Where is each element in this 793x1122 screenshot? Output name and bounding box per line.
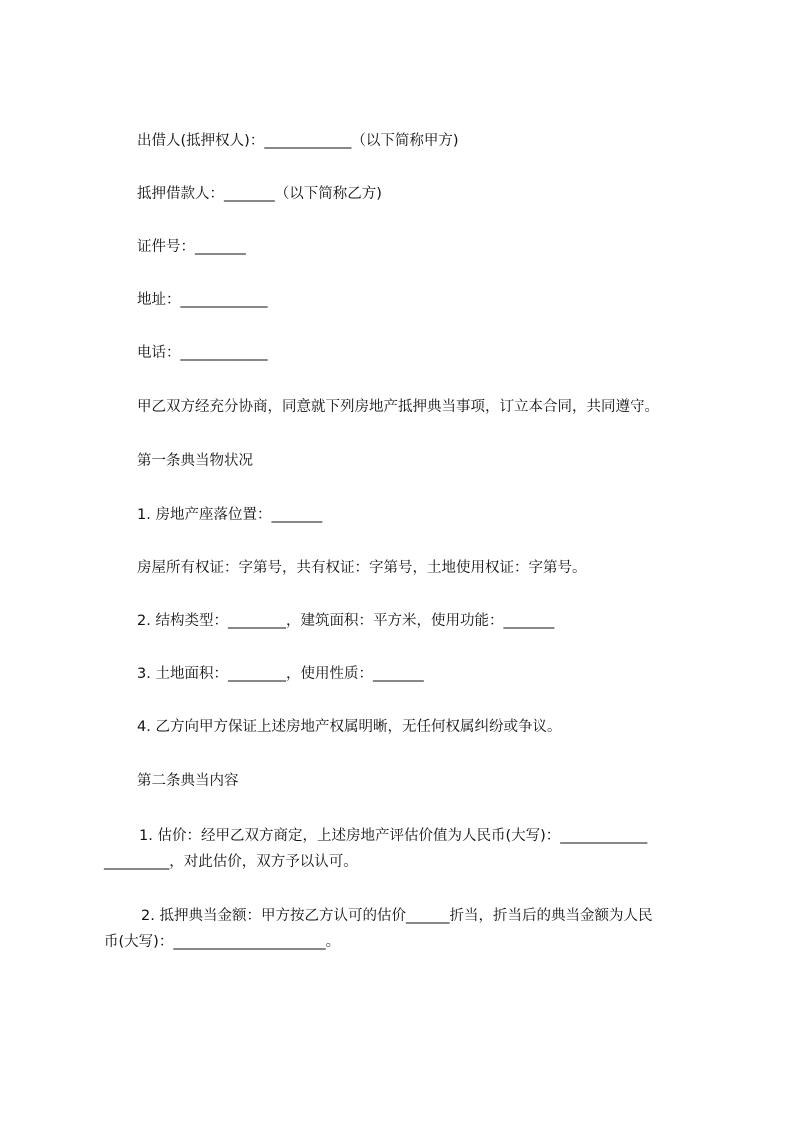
article-2-heading: 第二条典当内容 <box>137 773 239 789</box>
ownership-guarantee-line: 4. 乙方向甲方保证上述房地产权属明晰，无任何权属纠纷或争议。 <box>137 719 562 735</box>
agreement-intro: 甲乙双方经充分协商，同意就下列房地产抵押典当事项，订立本合同，共同遵守。 <box>137 399 659 415</box>
valuation-line-continued: _________，对此估价，双方予以认可。 <box>104 854 358 870</box>
pawn-amount-line: 2. 抵押典当金额：甲方按乙方认可的估价______折当，折当后的典当金额为人民 <box>141 908 653 924</box>
address-line: 地址：____________ <box>137 292 268 308</box>
lender-line: 出借人(抵押权人)：____________（以下简称甲方) <box>137 133 459 149</box>
borrower-line: 抵押借款人：_______（以下简称乙方) <box>137 186 382 202</box>
property-location-line: 1. 房地产座落位置：_______ <box>137 507 323 523</box>
structure-type-line: 2. 结构类型：________，建筑面积：平方米，使用功能：_______ <box>137 613 555 629</box>
phone-line: 电话：____________ <box>137 345 268 361</box>
valuation-line: 1. 估价：经甲乙双方商定，上述房地产评估价值为人民币(大写)：____________ <box>139 828 648 844</box>
certificates-line: 房屋所有权证：字第号，共有权证：字第号，土地使用权证：字第号。 <box>137 560 587 576</box>
id-number-line: 证件号：_______ <box>137 239 246 255</box>
article-1-heading: 第一条典当物状况 <box>137 453 253 469</box>
pawn-amount-line-continued: 币(大写)：_____________________。 <box>104 934 341 950</box>
land-area-line: 3. 土地面积：________，使用性质：_______ <box>137 666 424 682</box>
